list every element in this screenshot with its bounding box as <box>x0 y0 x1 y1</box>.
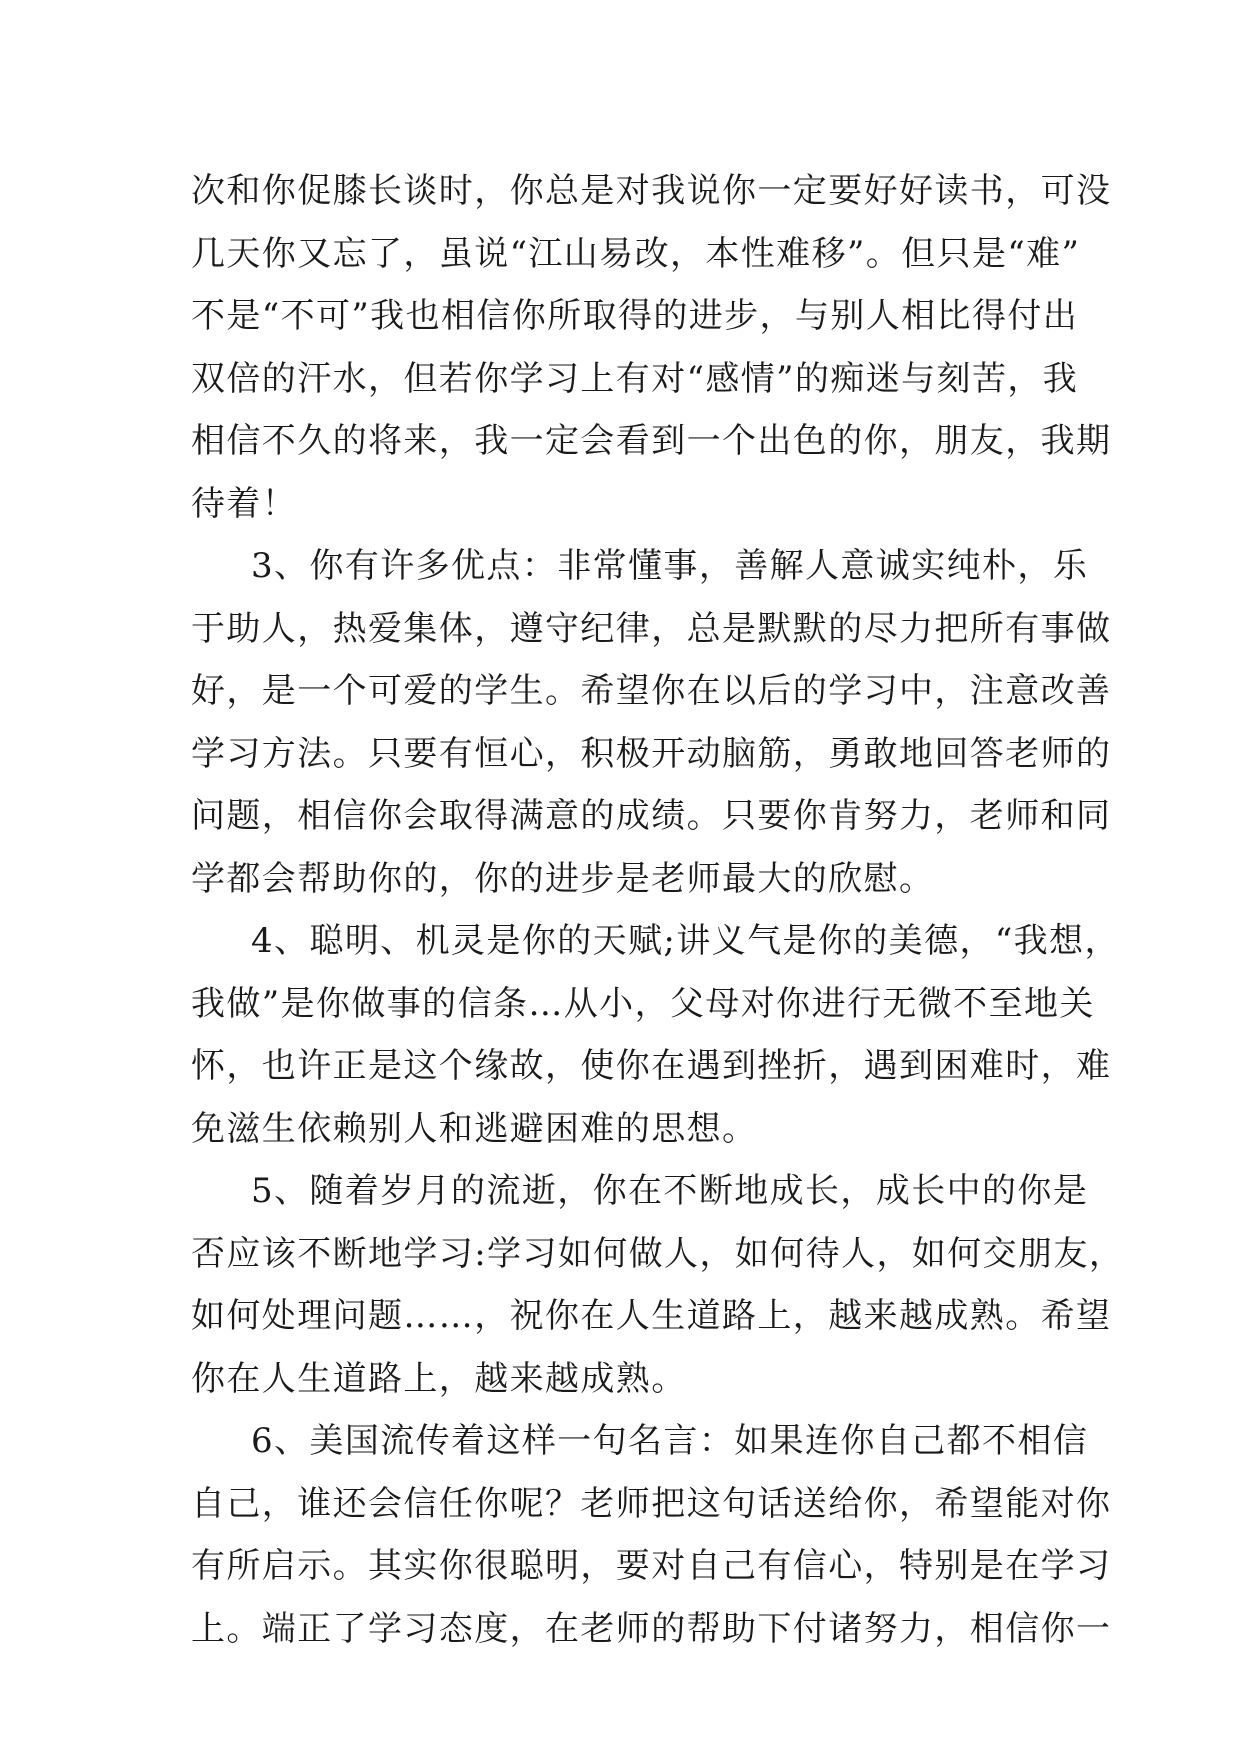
text-line: 于助人，热爱集体，遵守纪律，总是默默的尽力把所有事做 <box>191 608 1112 649</box>
paragraph-first-line: 6、美国流传着这样一句名言：如果连你自己都不相信 <box>251 1421 1089 1461</box>
text-line: 好，是一个可爱的学生。希望你在以后的学习中，注意改善 <box>191 671 1112 711</box>
text-line: 上。端正了学习态度，在老师的帮助下付诸努力，相信你一 <box>191 1608 1112 1649</box>
text-line: 免滋生依赖别人和逃避困难的思想。 <box>191 1108 758 1149</box>
text-line: 否应该不断地学习:学习如何做人，如何待人，如何交朋友， <box>191 1233 1125 1274</box>
text-line: 如何处理问题……，祝你在人生道路上，越来越成熟。希望 <box>191 1296 1112 1336</box>
text-line: 相信不久的将来，我一定会看到一个出色的你，朋友，我期 <box>191 421 1112 461</box>
text-line: 自己，谁还会信任你呢？老师把这句话送给你，希望能对你 <box>191 1483 1112 1524</box>
document-body <box>191 160 1125 1660</box>
text-line: 学都会帮助你的，你的进步是老师最大的欣慰。 <box>191 858 935 899</box>
text-line: 有所启示。其实你很聪明，要对自己有信心，特别是在学习 <box>191 1546 1112 1586</box>
text-line: 双倍的汗水，但若你学习上有对“感情”的痴迷与刻苦，我 <box>191 358 1079 399</box>
text-line: 学习方法。只要有恒心，积极开动脑筋，勇敢地回答老师的 <box>191 733 1112 774</box>
paragraph-first-line: 3、你有许多优点：非常懂事，善解人意诚实纯朴，乐 <box>251 546 1089 586</box>
text-line: 问题，相信你会取得满意的成绩。只要你肯努力，老师和同 <box>191 796 1112 836</box>
text-line: 不是“不可”我也相信你所取得的进步，与别人相比得付出 <box>191 296 1079 336</box>
text-line: 几天你又忘了，虽说“江山易改，本性难移”。但只是“难” <box>191 233 1081 274</box>
text-line: 你在人生道路上，越来越成熟。 <box>191 1358 687 1399</box>
text-line: 我做”是你做事的信条…从小，父母对你进行无微不至地关 <box>191 983 1095 1024</box>
paragraph-first-line: 5、随着岁月的流逝，你在不断地成长，成长中的你是 <box>251 1171 1089 1211</box>
text-line: 怀，也许正是这个缘故，使你在遇到挫折，遇到困难时，难 <box>191 1046 1112 1086</box>
text-line: 次和你促膝长谈时，你总是对我说你一定要好好读书，可没 <box>191 171 1112 211</box>
paragraph-first-line: 4、聪明、机灵是你的天赋;讲义气是你的美德，“我想， <box>251 921 1120 961</box>
text-line: 待着！ <box>191 483 298 524</box>
